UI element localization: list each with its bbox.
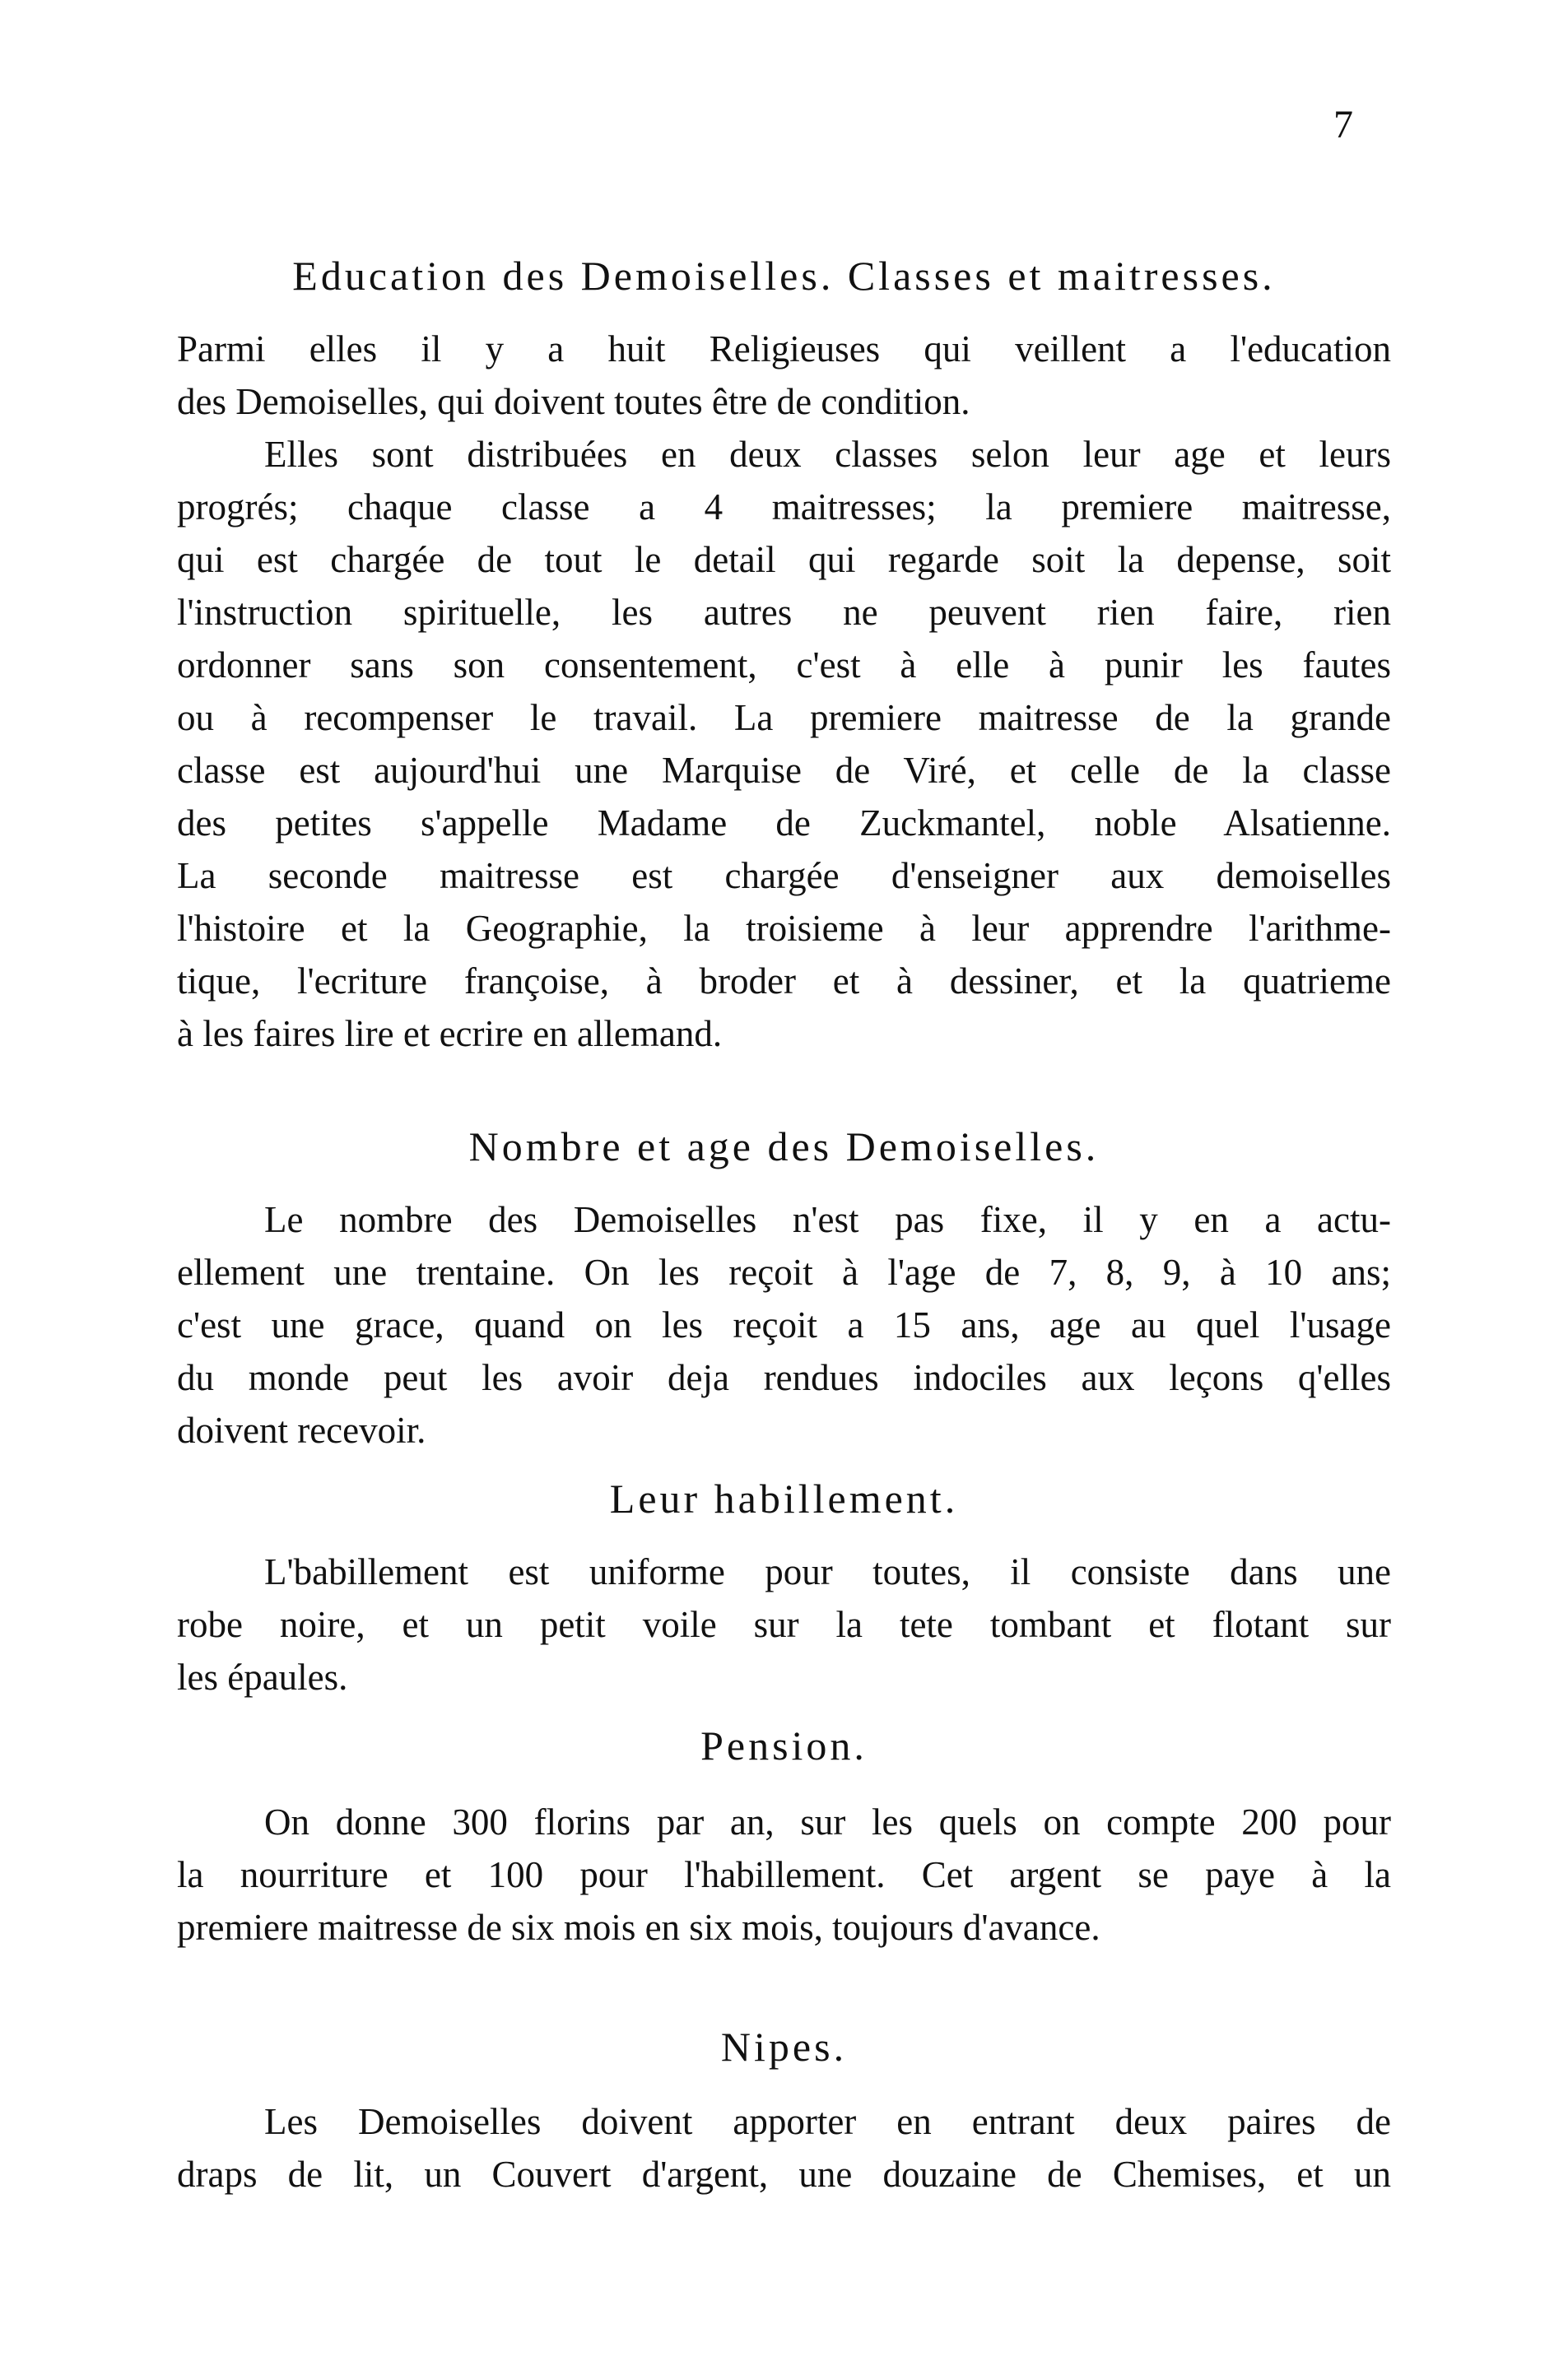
text-line: tique, l'ecriture françoise, à broder et à dessiner, et la quatrieme bbox=[177, 960, 1391, 1002]
text-line: On donne 300 florins par an, sur les quels on compte 200 pour bbox=[264, 1801, 1391, 1843]
section-heading-pension: Pension. bbox=[700, 1722, 868, 1769]
section-heading-education: Education des Demoiselles. Classes et maitresses. bbox=[292, 253, 1276, 299]
text-line: ordonner sans son consentement, c'est à elle à punir les fautes bbox=[177, 644, 1391, 686]
text-line: Elles sont distribuées en deux classes selon leur age et leurs bbox=[264, 434, 1391, 475]
text-line: doivent recevoir. bbox=[177, 1410, 426, 1451]
page-number: 7 bbox=[1333, 103, 1353, 146]
text-line: l'histoire et la Geographie, la troisieme à leur apprendre l'arithme- bbox=[177, 908, 1391, 949]
paragraph bbox=[177, 323, 1391, 428]
text-line: du monde peut les avoir deja rendues indociles aux leçons q'elles bbox=[177, 1357, 1391, 1398]
text-line: La seconde maitresse est chargée d'enseigner aux demoiselles bbox=[177, 855, 1391, 896]
text-line: ellement une trentaine. On les reçoit à l'age de 7, 8, 9, à 10 ans; bbox=[177, 1252, 1391, 1293]
text-line: qui est chargée de tout le detail qui regarde soit la depense, soit bbox=[177, 539, 1391, 580]
text-line: progrés; chaque classe a 4 maitresses; la premiere maitresse, bbox=[177, 486, 1391, 528]
text-line: Les Demoiselles doivent apporter en entrant deux paires de bbox=[264, 2101, 1391, 2142]
text-line: ou à recompenser le travail. La premiere maitresse de la grande bbox=[177, 697, 1391, 738]
text-line: les épaules. bbox=[177, 1657, 348, 1698]
paragraph bbox=[177, 1193, 1391, 1457]
text-line: des Demoiselles, qui doivent toutes être de condition. bbox=[177, 381, 970, 422]
paragraph bbox=[177, 1546, 1391, 1704]
text-line: la nourriture et 100 pour l'habillement. Cet argent se paye à la bbox=[177, 1854, 1391, 1895]
text-line: c'est une grace, quand on les reçoit a 15 ans, age au quel l'usage bbox=[177, 1304, 1391, 1346]
section-heading-nipes: Nipes. bbox=[720, 2024, 848, 2070]
text-line: L'babillement est uniforme pour toutes, il consiste dans une bbox=[264, 1551, 1391, 1592]
paragraph bbox=[177, 2095, 1391, 2201]
text-line: premiere maitresse de six mois en six mois, toujours d'avance. bbox=[177, 1907, 1100, 1948]
text-line: des petites s'appelle Madame de Zuckmantel, noble Alsatienne. bbox=[177, 802, 1391, 844]
text-line: draps de lit, un Couvert d'argent, une douzaine de Chemises, et un bbox=[177, 2154, 1391, 2195]
text-line: robe noire, et un petit voile sur la tete tombant et flotant sur bbox=[177, 1604, 1391, 1645]
paragraph bbox=[177, 1796, 1391, 1954]
text-line: à les faires lire et ecrire en allemand. bbox=[177, 1013, 723, 1054]
paragraph bbox=[177, 428, 1391, 1060]
text-line: Le nombre des Demoiselles n'est pas fixe, il y en a actu- bbox=[264, 1199, 1391, 1240]
text-line: Parmi elles il y a huit Religieuses qui veillent a l'education bbox=[177, 328, 1391, 370]
section-heading-nombre: Nombre et age des Demoiselles. bbox=[468, 1123, 1100, 1169]
text-line: l'instruction spirituelle, les autres ne peuvent rien faire, rien bbox=[177, 592, 1391, 633]
text-line: classe est aujourd'hui une Marquise de Viré, et celle de la classe bbox=[177, 750, 1391, 791]
section-heading-habillement: Leur habillement. bbox=[609, 1476, 959, 1522]
